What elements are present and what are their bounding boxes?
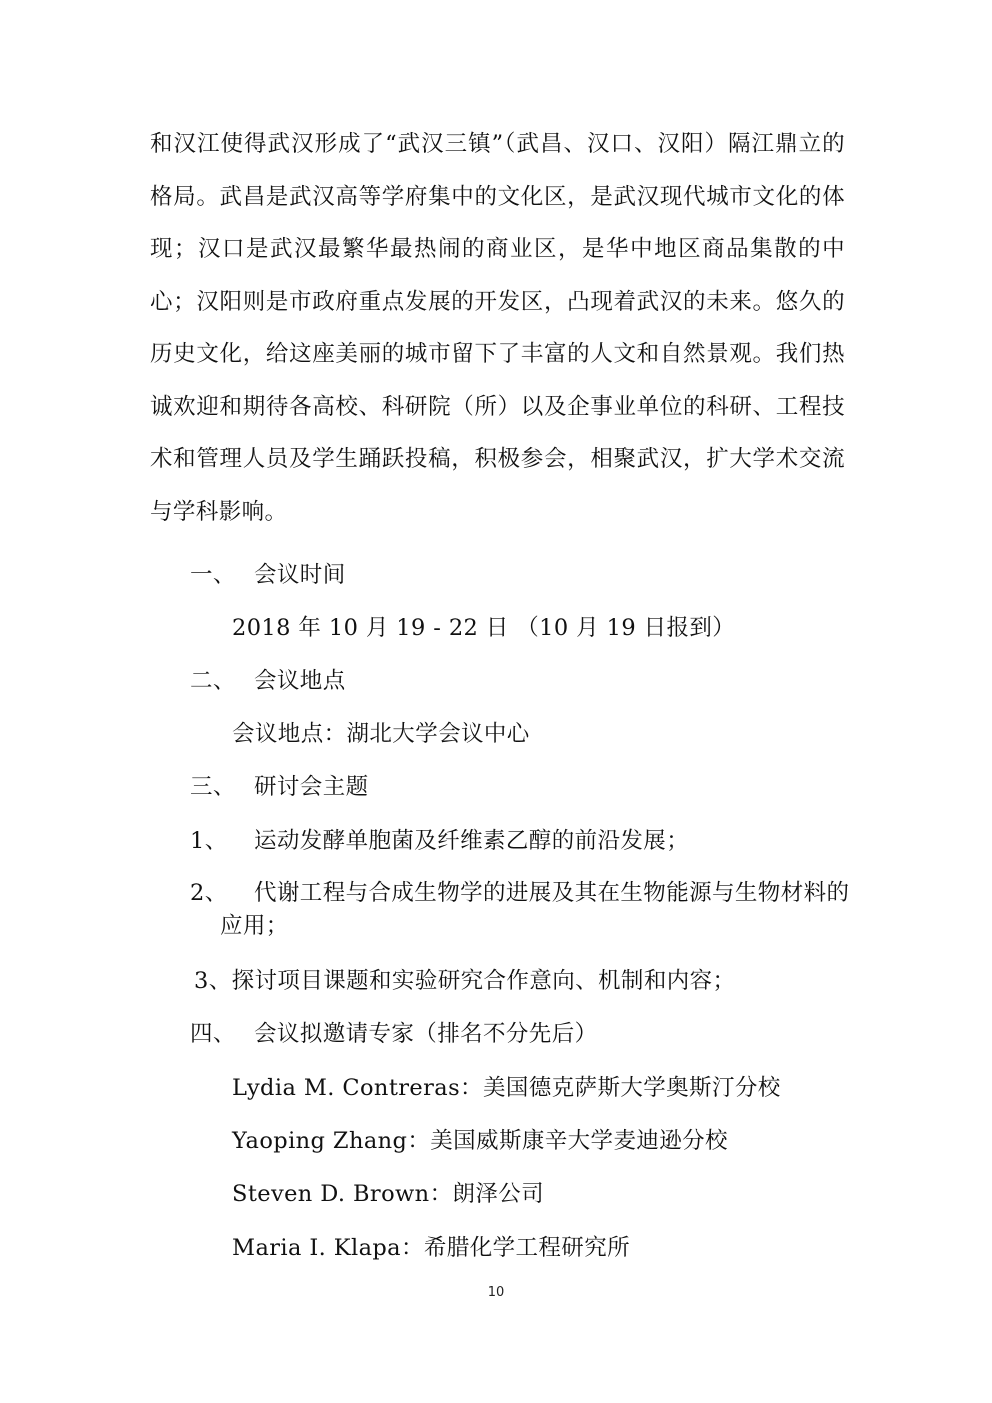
page-number: 10 bbox=[487, 1285, 505, 1300]
section-number: 一、 bbox=[190, 562, 236, 588]
section-heading-theme bbox=[190, 772, 369, 802]
intro-paragraph: 和汉江使得武汉形成了“武汉三镇”（武昌、汉口、汉阳）隔江鼎立的格局。武昌是武汉高等学府集中的文化区，是武汉现代城市文化的体现；汉口是武汉最繁华最热闹的商业区，是华中地区商品集散的中心；汉阳则是市政府重点发展的开发区，凸现着武汉的未来。悠久的历史文化，给这座美丽的城市留下了丰富的人文和自然景观。我们热诚欢迎和期待各高校、科研院（所）以及企事业单位的科研、工程技术和管理人员及学生踊跃投稿，积极参会，相聚武汉，扩大学术交流与学科影响。 bbox=[150, 131, 845, 525]
section-heading-experts bbox=[190, 1019, 598, 1049]
expert-entry: Lydia M. Contreras：美国德克萨斯大学奥斯汀分校 bbox=[232, 1075, 781, 1101]
section-title: 会议时间 bbox=[254, 562, 346, 588]
theme-item bbox=[190, 877, 850, 943]
expert-entry: Yaoping Zhang：美国威斯康辛大学麦迪逊分校 bbox=[232, 1128, 728, 1154]
theme-item: 3、探讨项目课题和实验研究合作意向、机制和内容； bbox=[194, 968, 736, 994]
expert-entry: Steven D. Brown：朗泽公司 bbox=[232, 1181, 545, 1207]
section-number: 二、 bbox=[190, 668, 236, 694]
section-title: 会议地点 bbox=[254, 668, 346, 694]
section-heading-location bbox=[190, 666, 346, 696]
section-title: 会议拟邀请专家（排名不分先后） bbox=[254, 1021, 598, 1047]
theme-item bbox=[190, 826, 689, 856]
expert-entry: Maria I. Klapa：希腊化学工程研究所 bbox=[232, 1235, 630, 1261]
theme-item-number: 1、 bbox=[190, 828, 228, 854]
conference-date: 2018 年 10 月 19 - 22 日 （10 月 19 日报到） bbox=[232, 615, 736, 641]
theme-item-text: 代谢工程与合成生物学的进展及其在生物能源与生物材料的应用； bbox=[220, 880, 850, 939]
section-number: 三、 bbox=[190, 774, 236, 800]
conference-venue: 会议地点：湖北大学会议中心 bbox=[232, 721, 530, 747]
theme-item-number: 2、 bbox=[190, 880, 228, 906]
section-heading-time bbox=[190, 560, 346, 590]
section-number: 四、 bbox=[190, 1021, 236, 1047]
theme-item-text: 运动发酵单胞菌及纤维素乙醇的前沿发展； bbox=[254, 828, 690, 854]
section-title: 研讨会主题 bbox=[254, 774, 369, 800]
